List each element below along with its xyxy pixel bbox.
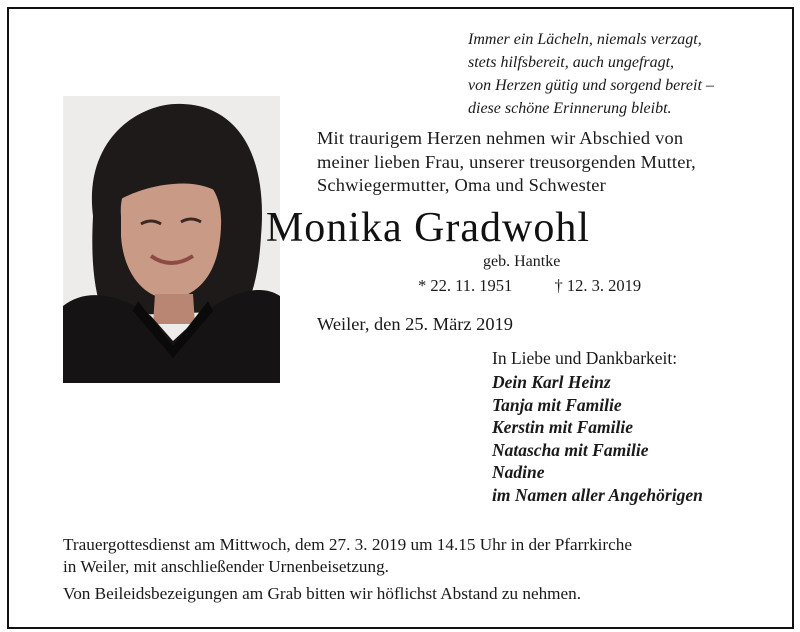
verse-line: Immer ein Lächeln, niemals verzagt,: [468, 31, 702, 48]
birth-date: * 22. 11. 1951: [418, 276, 513, 295]
mourner-name: im Namen aller Angehörigen: [492, 484, 703, 505]
intro-line: Mit traurigem Herzen nehmen wir Abschied von: [317, 128, 684, 148]
verse-line: diese schöne Erinnerung bleibt.: [468, 100, 672, 117]
birth-name: geb. Hantke: [483, 253, 561, 270]
intro-text: [317, 127, 696, 198]
death-date: † 12. 3. 2019: [554, 276, 642, 295]
mourners-lead: In Liebe und Dankbarkeit:: [492, 348, 678, 368]
service-line: Trauergottesdienst am Mittwoch, dem 27. 3. 2019 um 14.15 Uhr in der Pfarrkirche: [63, 535, 633, 554]
mourner-name: Nadine: [492, 462, 545, 483]
mourner-name: Tanja mit Familie: [492, 394, 622, 415]
deceased-name: Monika Gradwohl: [265, 205, 591, 251]
service-info: [63, 534, 632, 605]
place-and-date: Weiler, den 25. März 2019: [317, 314, 513, 334]
life-dates: [418, 276, 641, 296]
service-line: in Weiler, mit anschließender Urnenbeisetzung.: [63, 557, 389, 576]
verse-line: stets hilfsbereit, auch ungefragt,: [468, 54, 675, 71]
memorial-verse: [468, 28, 714, 120]
intro-line: meiner lieben Frau, unserer treusorgenden Mutter,: [317, 151, 696, 172]
intro-line: Schwiegermutter, Oma und Schwester: [317, 175, 606, 195]
verse-line: von Herzen gütig und sorgend bereit –: [468, 77, 714, 94]
mourner-name: Dein Karl Heinz: [492, 372, 611, 392]
mourner-name: Natascha mit Familie: [492, 439, 649, 460]
mourner-name: Kerstin mit Familie: [492, 417, 633, 438]
mourners-block: [492, 347, 703, 507]
condolence-request: Von Beileidsbezeigungen am Grab bitten wir höflichst Abstand zu nehmen.: [63, 584, 582, 603]
